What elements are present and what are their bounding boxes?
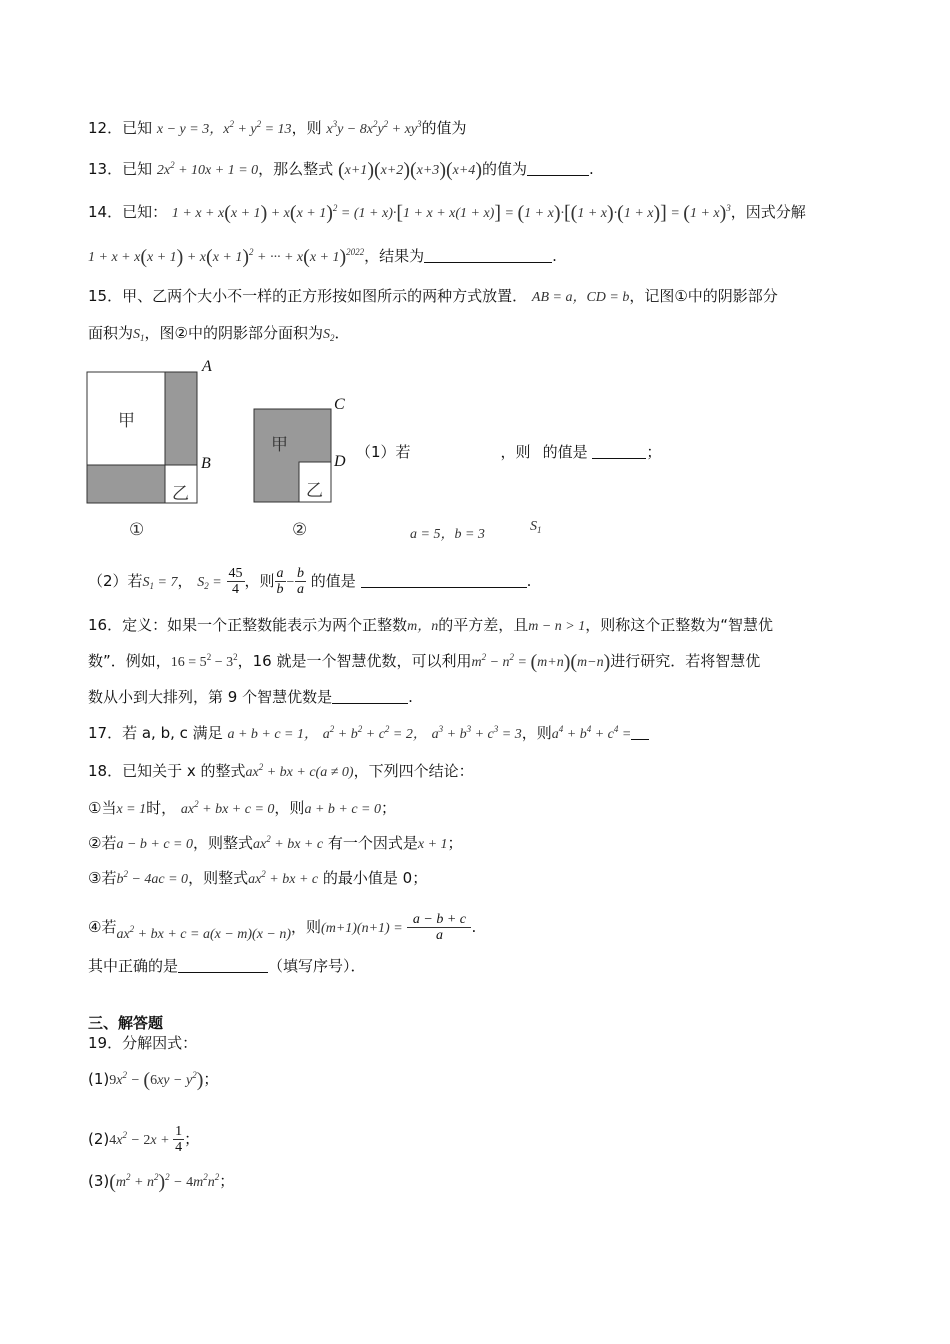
- q16-line2: 数”．例如，$16 = 5^2 - 3^2$，16 就是一个智慧优数，可以利用$m^2 - n^2 = (m+n)(m-n)$进行研究．若将智慧优: [88, 651, 761, 673]
- q18-statement-4: ④若$ax^2$ + bx + c = a(x − m)(x − n)，则(m+1)(n+1) = $\frac{a - b + c}{a}$ .: [88, 912, 477, 943]
- q14-expression: $1 + x + x(x + 1) + x(x + 1)^2$ + ··· + $x(x + 1)^{2022}$: [88, 246, 365, 268]
- fig2-caption: ②: [292, 520, 308, 539]
- fig1-label-jia: 甲: [118, 411, 135, 430]
- q16-example: $16 = 5^2 - 3^2$: [170, 652, 238, 670]
- q18-fraction: $\frac{a - b + c}{a}$: [407, 912, 471, 943]
- q13-expression: (x+1)(x+2)(x+3)(x+4): [337, 159, 482, 181]
- point-b: B: [201, 455, 211, 472]
- q18-stem: 18．已知关于 x 的整式$ax^2$ + bx + c(a ≠ 0)，下列四个结论：: [88, 762, 474, 780]
- point-a: A: [202, 358, 212, 375]
- q15-part1-s: $S_1$: [530, 519, 542, 535]
- q15-part1: （1）若 ，则 的值是 ；: [356, 443, 662, 461]
- q18-statement-1: ①当x = 1时， $ax^2$ + bx + c = 0，则a + b + c = 0；: [88, 799, 397, 817]
- q15-s1: $S_1$: [133, 327, 145, 343]
- q18-statement-3: ③若$b^2 - 4ac = 0$，则整式$ax^2$ + bx + c 的最小值是 0；: [88, 869, 428, 887]
- q15-line2: 面积为$S_1$，图②中的阴影部分面积为$S_2$．: [88, 324, 350, 343]
- q15-s2: $S_2$: [322, 327, 335, 343]
- point-d: D: [334, 453, 346, 470]
- q14-identity: $1 + x + x(x + 1) + x(x + 1)^2 = (1 + x)\cdot[1 + x + x(1 + x)] = (1 + x)\cdot[(1 + x)\cdot(1 + x)] = (1 + x)^3$: [171, 202, 731, 224]
- q15-ab-cd: AB = a，CD = b: [531, 290, 630, 305]
- fig1-label-yi: 乙: [172, 484, 189, 503]
- q18-tail: 其中正确的是 （填写序号）．: [88, 957, 366, 975]
- fig1-shade-bottom: [87, 465, 165, 503]
- fig2-label-jia: 甲: [271, 435, 288, 454]
- q17: 17．若 a, b, c 满足 a + b + c = 1， $a^2 + b^2 + c^2 = 2$， $a^3 + b^3 + c^3 = 3$，则$a^4 + b^4 + c^4$ =: [88, 722, 649, 746]
- fig1-shade-right: [165, 372, 197, 465]
- q18-statement-2: ②若a − b + c = 0，则整式$ax^2$ + bx + c 有一个因式是x + 1；: [88, 834, 463, 852]
- fig2-label-yi: 乙: [306, 481, 323, 500]
- q15-part1-condition: a = 5，b = 3: [410, 527, 485, 542]
- q16-answer-blank[interactable]: [332, 689, 408, 704]
- q15-part2: （2）若$S_1 = 7$， $S_2$ = $\frac{45}{4}$ ，则 $\frac{a}{b}$ − $\frac{b}{a}$ 的值是 .: [88, 566, 532, 597]
- q14-line1: 14．已知： $1 + x + x(x + 1) + x(x + 1)^2 = (1 + x)\cdot[1 + x + x(1 + x)] = (1 + x)\cdot[(1 + x)\cdot(1 + x)] = (1 + x)^3$，因式分解: [88, 202, 806, 224]
- q16-line3: 数从小到大排列，第 9 个智慧优数是 .: [88, 688, 413, 706]
- q15-part2-fraction: $\frac{45}{4}$: [228, 566, 243, 597]
- q13: 13．已知 $2x^2 + 10x + 1 = 0$，那么整式 (x+1)(x+2)(x+3)(x+4)的值为 .: [88, 159, 594, 181]
- q12-expression: $x^3y - 8x^2y^2 + xy^3$: [326, 119, 422, 137]
- q18-answer-blank[interactable]: [178, 958, 268, 973]
- q18-polynomial: $ax^2$ + bx + c(a ≠ 0): [245, 762, 354, 780]
- q15-part2-expr: $\frac{a}{b}$: [276, 566, 284, 597]
- q19-item-3: $(3)(m^2 + n^2)^2 - 4m^2n^2$；: [88, 1171, 235, 1193]
- q12-condition: x − y = 3，$x^2 + y^2 = 13$: [156, 119, 292, 137]
- q16-line1: 16．定义：如果一个正整数能表示为两个正整数m，n的平方差，且m − n > 1，则称这个正整数为“智慧优: [88, 616, 774, 634]
- q17-ask: $a^4 + b^4 + c^4$ =: [551, 724, 632, 742]
- q15-part1-blank[interactable]: [592, 444, 646, 459]
- q19-item-2: $(2)4x^2 - 2x$ + $\frac{1}{4}$ ；: [88, 1124, 200, 1155]
- q15-line1: 15．甲、乙两个大小不一样的正方形按如图所示的两种方式放置． AB = a，CD = b，记图①中的阴影部分: [88, 287, 778, 305]
- fig1-caption: ①: [129, 520, 145, 539]
- q19-item-1: $(1)9x^2 - (6xy - y^2)$；: [88, 1069, 219, 1091]
- q13-answer-blank[interactable]: [527, 161, 589, 176]
- q15-part2-blank[interactable]: [361, 573, 527, 588]
- q17-answer-blank[interactable]: [631, 725, 649, 740]
- q16-identity: $m^2 - n^2 = (m+n)(m-n)$: [471, 651, 611, 673]
- q19-title: 19．分解因式：: [88, 1034, 198, 1052]
- q14-line2: $1 + x + x(x + 1) + x(x + 1)^2$ + ··· + $x(x + 1)^{2022}$，结果为 .: [88, 246, 557, 268]
- section-title: 三、解答题: [88, 1014, 164, 1032]
- q12: 12．已知 x − y = 3，$x^2 + y^2 = 13$，则 $x^3y - 8x^2y^2 + xy^3$的值为: [88, 119, 467, 137]
- q13-condition: $2x^2 + 10x + 1 = 0$: [156, 160, 259, 178]
- point-c: C: [334, 396, 345, 413]
- q14-answer-blank[interactable]: [424, 248, 552, 263]
